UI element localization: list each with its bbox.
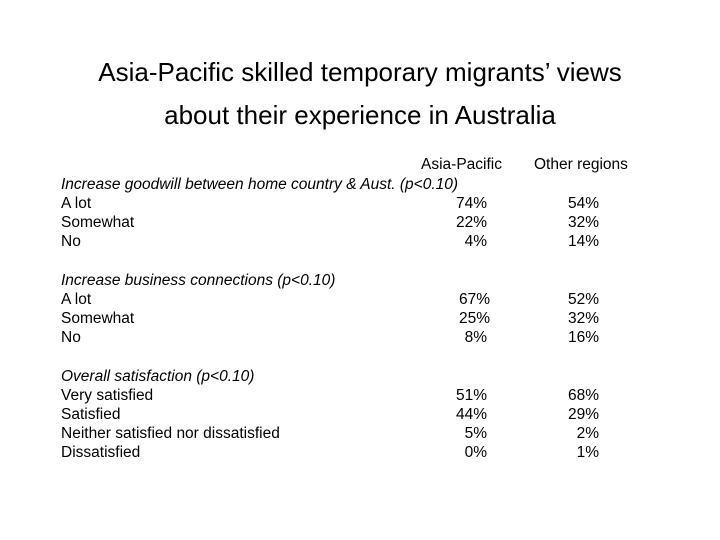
row-value-asia-pacific: 51% [455, 387, 487, 404]
row-value-other-regions: 29% [567, 406, 599, 423]
row-label: Very satisfied [61, 387, 154, 404]
row-label: A lot [61, 291, 92, 308]
row-value-other-regions: 14% [567, 233, 599, 250]
row-value-asia-pacific: 67% [458, 291, 490, 308]
row-value-other-regions: 68% [567, 387, 599, 404]
row-label: Somewhat [61, 310, 135, 327]
row-value-other-regions: 16% [567, 329, 599, 346]
row-value-other-regions: 32% [567, 310, 599, 327]
row-label: No [61, 233, 81, 250]
row-value-asia-pacific: 0% [464, 444, 487, 461]
slide-title-line-2: about their experience in Australia [164, 100, 556, 130]
row-value-asia-pacific: 5% [464, 425, 487, 442]
row-value-asia-pacific: 4% [464, 233, 487, 250]
column-header-other-regions: Other regions [534, 156, 628, 173]
row-value-asia-pacific: 44% [455, 406, 487, 423]
row-value-asia-pacific: 22% [455, 214, 487, 231]
row-value-asia-pacific: 25% [458, 310, 490, 327]
section-heading-goodwill: Increase goodwill between home country & Aust. (p<0.10) [61, 176, 459, 193]
row-value-asia-pacific: 8% [464, 329, 487, 346]
slide-title-line-1: Asia-Pacific skilled temporary migrants’ views [98, 57, 622, 87]
section-heading-satisfaction: Overall satisfaction (p<0.10) [61, 368, 255, 385]
section-heading-business: Increase business connections (p<0.10) [61, 272, 336, 289]
row-value-other-regions: 32% [567, 214, 599, 231]
row-label: Neither satisfied nor dissatisfied [61, 425, 280, 442]
row-value-asia-pacific: 74% [455, 195, 487, 212]
row-value-other-regions: 52% [567, 291, 599, 308]
row-label: A lot [61, 195, 92, 212]
row-value-other-regions: 54% [567, 195, 599, 212]
row-label: Somewhat [61, 214, 135, 231]
row-value-other-regions: 1% [576, 444, 599, 461]
row-value-other-regions: 2% [576, 425, 599, 442]
row-label: Satisfied [61, 406, 121, 423]
row-label: No [61, 329, 81, 346]
row-label: Dissatisfied [61, 444, 141, 461]
column-header-asia-pacific: Asia-Pacific [421, 156, 502, 173]
